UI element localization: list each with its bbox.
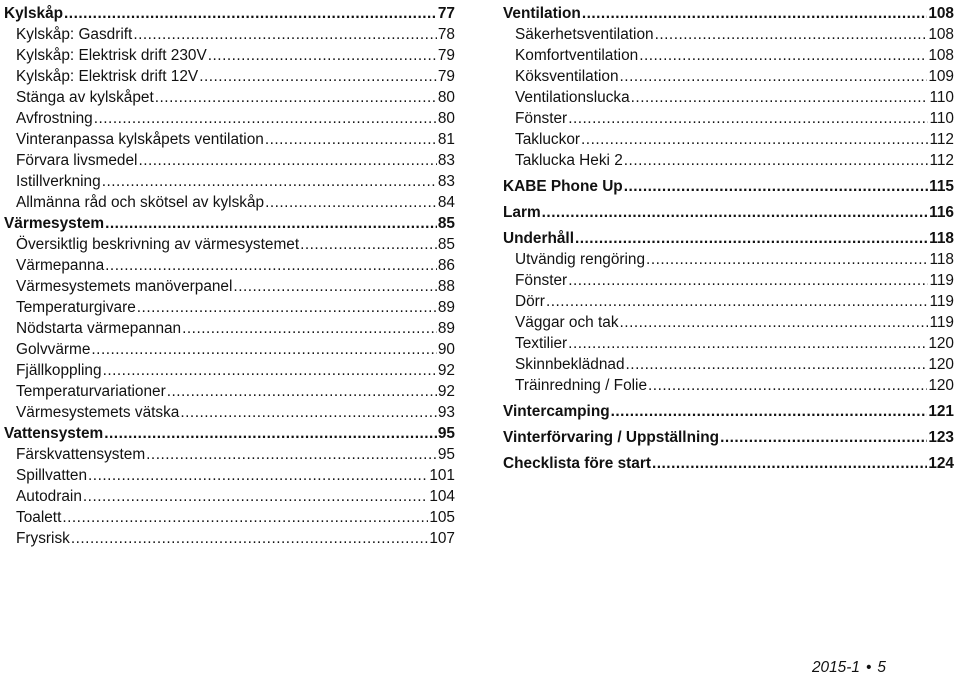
toc-entry[interactable] (4, 24, 455, 45)
toc-page-number: 104 (429, 488, 455, 505)
toc-page-number: 77 (437, 5, 455, 22)
toc-entry-title: Vintercamping (503, 403, 610, 420)
toc-dot-leader (103, 360, 437, 381)
toc-dot-leader (133, 24, 437, 45)
toc-entry-title: Nödstarta värmepannan (16, 320, 182, 337)
toc-entry[interactable] (4, 297, 455, 318)
toc-entry[interactable] (503, 66, 954, 87)
toc-entry-title: Väggar och tak (515, 314, 619, 331)
toc-entry[interactable] (4, 465, 455, 486)
toc-page-number: 112 (929, 131, 954, 148)
toc-page-number: 85 (437, 215, 455, 232)
toc-page-number: 118 (929, 251, 954, 268)
toc-entry-title: Temperaturgivare (16, 299, 136, 316)
toc-page-number: 83 (437, 173, 455, 190)
toc-dot-leader (182, 318, 437, 339)
toc-entry-title: KABE Phone Up (503, 178, 623, 195)
toc-entry-title: Vinterförvaring / Uppställning (503, 429, 720, 446)
toc-entry-title: Kylskåp: Gasdrift (16, 26, 133, 43)
toc-entry-title: Temperaturvariationer (16, 383, 166, 400)
toc-dot-leader (568, 333, 927, 354)
toc-dot-leader (655, 24, 928, 45)
toc-page-number: 121 (928, 403, 954, 420)
toc-right-column (503, 3, 954, 474)
toc-dot-leader (94, 108, 437, 129)
toc-page-number: 88 (437, 278, 455, 295)
toc-entry-title: Dörr (515, 293, 545, 310)
toc-entry-title: Istillverkning (16, 173, 101, 190)
toc-dot-leader (146, 444, 437, 465)
toc-page-number: 80 (437, 89, 455, 106)
footer-page-number: 5 (877, 659, 886, 676)
toc-page-number: 118 (929, 230, 954, 247)
toc-dot-leader (155, 87, 437, 108)
toc-entry[interactable] (503, 24, 954, 45)
toc-entry[interactable] (4, 402, 455, 423)
toc-page-number: 79 (437, 47, 455, 64)
toc-entry[interactable] (503, 249, 954, 270)
page-footer (812, 659, 886, 677)
toc-dot-leader (265, 129, 437, 150)
toc-dot-leader (105, 213, 437, 234)
toc-dot-leader (138, 150, 436, 171)
toc-entry-title: Toalett (16, 509, 62, 526)
toc-page-number: 85 (437, 236, 455, 253)
toc-entry-title: Förvara livsmedel (16, 152, 138, 169)
toc-entry-title: Värmesystem (4, 215, 105, 232)
toc-entry-title: Kylskåp: Elektrisk drift 12V (16, 68, 199, 85)
toc-page-number: 109 (928, 68, 954, 85)
toc-entry-title: Färskvattensystem (16, 446, 146, 463)
toc-page-number: 110 (929, 89, 954, 106)
toc-dot-leader (91, 339, 436, 360)
toc-entry-title: Takluckor (515, 131, 581, 148)
toc-dot-leader (611, 401, 928, 422)
toc-page-number: 95 (437, 446, 455, 463)
toc-entry-title: Larm (503, 204, 541, 221)
toc-entry[interactable] (4, 276, 455, 297)
footer-separator: • (865, 659, 872, 676)
toc-entry[interactable] (503, 354, 954, 375)
toc-dot-leader (546, 291, 929, 312)
toc-page-number: 120 (928, 356, 954, 373)
toc-dot-leader (137, 297, 437, 318)
toc-page-number: 119 (929, 293, 954, 310)
toc-page-number: 120 (928, 377, 954, 394)
toc-page-number: 124 (928, 455, 954, 472)
toc-dot-leader (71, 528, 428, 549)
toc-entry-title: Värmesystemets manöverpanel (16, 278, 233, 295)
toc-page-number: 79 (437, 68, 455, 85)
toc-section-entry[interactable] (4, 3, 455, 24)
toc-entry[interactable] (503, 108, 954, 129)
toc-entry-title: Träinredning / Folie (515, 377, 648, 394)
toc-page-number: 92 (437, 383, 455, 400)
toc-entry-title: Ventilationslucka (515, 89, 630, 106)
toc-page-number: 81 (437, 131, 455, 148)
toc-dot-leader (620, 312, 929, 333)
toc-page-number: 101 (429, 467, 455, 484)
toc-page-number: 80 (437, 110, 455, 127)
toc-entry[interactable] (4, 444, 455, 465)
toc-entry[interactable] (4, 507, 455, 528)
toc-page-number: 89 (437, 299, 455, 316)
toc-dot-leader (208, 45, 437, 66)
toc-dot-leader (639, 45, 927, 66)
toc-entry[interactable] (503, 291, 954, 312)
toc-section-entry[interactable] (4, 423, 455, 444)
toc-entry-title: Vattensystem (4, 425, 104, 442)
toc-entry[interactable] (4, 234, 455, 255)
toc-page-number: 86 (437, 257, 455, 274)
toc-entry-title: Värmepanna (16, 257, 105, 274)
toc-entry[interactable] (503, 312, 954, 333)
toc-entry[interactable] (503, 129, 954, 150)
toc-entry-title: Checklista före start (503, 455, 651, 472)
toc-entry[interactable] (4, 87, 455, 108)
toc-entry-title: Frysrisk (16, 530, 70, 547)
toc-entry-title: Komfortventilation (515, 47, 639, 64)
toc-entry-title: Allmänna råd och skötsel av kylskåp (16, 194, 265, 211)
toc-page-number: 95 (437, 425, 455, 442)
toc-entry[interactable] (4, 129, 455, 150)
toc-entry[interactable] (4, 171, 455, 192)
toc-dot-leader (646, 249, 928, 270)
toc-entry[interactable] (4, 192, 455, 213)
footer-edition: 2015-1 (812, 659, 860, 676)
toc-entry[interactable] (503, 375, 954, 396)
toc-entry-title: Avfrostning (16, 110, 93, 127)
toc-entry[interactable] (503, 150, 954, 171)
toc-page-number: 108 (928, 5, 954, 22)
toc-page-number: 119 (929, 272, 954, 289)
toc-page-number: 90 (437, 341, 455, 358)
toc-page-number: 89 (437, 320, 455, 337)
toc-page-number: 108 (928, 47, 954, 64)
toc-section-entry[interactable] (503, 3, 954, 24)
toc-section-entry[interactable] (503, 176, 954, 197)
toc-dot-leader (199, 66, 437, 87)
toc-entry[interactable] (503, 333, 954, 354)
toc-page-number: 112 (929, 152, 954, 169)
toc-entry-title: Spillvatten (16, 467, 88, 484)
toc-entry-title: Värmesystemets vätska (16, 404, 180, 421)
toc-page-number: 119 (929, 314, 954, 331)
toc-entry-title: Fönster (515, 110, 568, 127)
toc-page-number: 83 (437, 152, 455, 169)
toc-entry-title: Översiktlig beskrivning av värmesystemet (16, 236, 300, 253)
toc-dot-leader (648, 375, 927, 396)
toc-page-number: 116 (929, 204, 954, 221)
toc-dot-leader (62, 507, 428, 528)
toc-entry-title: Utvändig rengöring (515, 251, 646, 268)
toc-entry[interactable] (4, 255, 455, 276)
toc-dot-leader (104, 423, 437, 444)
toc-page-number: 93 (437, 404, 455, 421)
toc-entry[interactable] (4, 318, 455, 339)
toc-entry-title: Skinnbeklädnad (515, 356, 625, 373)
toc-entry[interactable] (4, 486, 455, 507)
toc-dot-leader (105, 255, 437, 276)
toc-entry[interactable] (4, 150, 455, 171)
toc-page-number: 78 (437, 26, 455, 43)
toc-page-number: 92 (437, 362, 455, 379)
toc-entry-title: Vinteranpassa kylskåpets ventilation (16, 131, 264, 148)
toc-page-number: 84 (437, 194, 455, 211)
toc-dot-leader (631, 87, 929, 108)
toc-section-entry[interactable] (503, 427, 954, 448)
toc-dot-leader (720, 427, 927, 448)
toc-section-entry[interactable] (503, 401, 954, 422)
toc-entry-title: Fjällkoppling (16, 362, 102, 379)
toc-page-number: 120 (928, 335, 954, 352)
toc-dot-leader (581, 129, 928, 150)
toc-dot-leader (265, 192, 437, 213)
toc-section-entry[interactable] (503, 453, 954, 474)
toc-entry[interactable] (4, 108, 455, 129)
toc-dot-leader (64, 3, 437, 24)
toc-entry-title: Stänga av kylskåpet (16, 89, 154, 106)
toc-dot-leader (102, 171, 437, 192)
toc-entry-title: Golvvärme (16, 341, 91, 358)
toc-dot-leader (167, 381, 437, 402)
toc-entry-title: Fönster (515, 272, 568, 289)
toc-left-column (4, 3, 455, 549)
toc-entry[interactable] (4, 528, 455, 549)
toc-dot-leader (620, 66, 928, 87)
toc-dot-leader (233, 276, 436, 297)
toc-entry-title: Underhåll (503, 230, 574, 247)
toc-entry-title: Säkerhetsventilation (515, 26, 654, 43)
toc-dot-leader (582, 3, 927, 24)
toc-entry[interactable] (4, 360, 455, 381)
toc-dot-leader (575, 228, 928, 249)
toc-page-number: 110 (929, 110, 954, 127)
toc-section-entry[interactable] (503, 228, 954, 249)
toc-dot-leader (180, 402, 437, 423)
toc-page-number: 105 (429, 509, 455, 526)
toc-dot-leader (300, 234, 437, 255)
toc-page-number: 107 (429, 530, 455, 547)
toc-dot-leader (624, 176, 928, 197)
toc-dot-leader (542, 202, 929, 223)
toc-dot-leader (568, 270, 928, 291)
toc-dot-leader (568, 108, 928, 129)
toc-entry-title: Ventilation (503, 5, 581, 22)
toc-section-entry[interactable] (503, 202, 954, 223)
toc-dot-leader (88, 465, 428, 486)
toc-section-entry[interactable] (4, 213, 455, 234)
toc-entry[interactable] (503, 45, 954, 66)
toc-entry-title: Köksventilation (515, 68, 619, 85)
toc-entry-title: Kylskåp: Elektrisk drift 230V (16, 47, 207, 64)
toc-entry-title: Taklucka Heki 2 (515, 152, 623, 169)
toc-entry-title: Kylskåp (4, 5, 64, 22)
toc-entry[interactable] (503, 87, 954, 108)
toc-page-number: 123 (928, 429, 954, 446)
toc-dot-leader (626, 354, 928, 375)
toc-entry[interactable] (503, 270, 954, 291)
toc-entry[interactable] (4, 45, 455, 66)
toc-dot-leader (652, 453, 927, 474)
toc-dot-leader (83, 486, 428, 507)
toc-dot-leader (624, 150, 929, 171)
toc-entry-title: Autodrain (16, 488, 82, 505)
toc-page-number: 108 (928, 26, 954, 43)
toc-entry[interactable] (4, 381, 455, 402)
toc-entry-title: Textilier (515, 335, 568, 352)
toc-page-number: 115 (929, 178, 954, 195)
toc-entry[interactable] (4, 339, 455, 360)
toc-entry[interactable] (4, 66, 455, 87)
